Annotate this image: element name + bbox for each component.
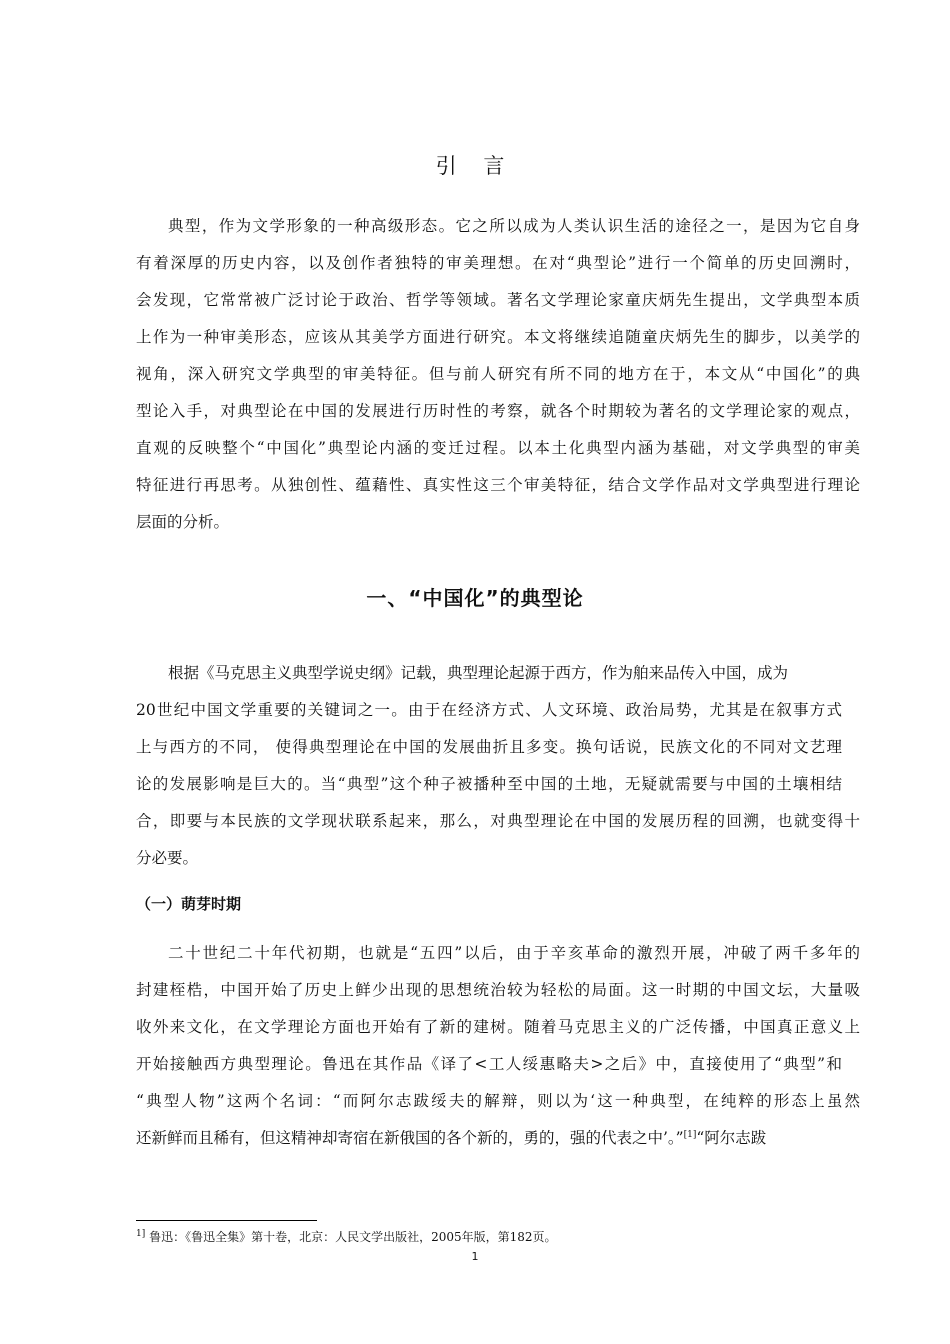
page-number: 1 xyxy=(471,1250,479,1263)
text-line: “典型人物”这两个名词：“而阿尔志跋绥夫的解辩，则以为‘这一种典型，在纯粹的形态上虽然 xyxy=(136,1092,860,1110)
text-line: 封建桎梏，中国开始了历史上鲜少出现的思想统治较为轻松的局面。这一时期的中国文坛，大量吸 xyxy=(136,981,860,999)
text-line: 收外来文化，在文学理论方面也开始有了新的建树。随着马克思主义的广泛传播，中国真正意义上 xyxy=(136,1018,860,1036)
text-line: 合，即要与本民族的文学现状联系起来，那么，对典型理论在中国的发展历程的回溯，也就变得十 xyxy=(136,812,860,830)
text-segment: “阿尔志跋 xyxy=(696,1129,767,1147)
text-line: 开始接触西方典型理论。鲁迅在其作品《译了<工人绥惠略夫>之后》中，直接使用了“典型”和 xyxy=(136,1055,842,1073)
text-line: 分必要。 xyxy=(136,849,199,867)
section-paragraph xyxy=(136,655,860,877)
text-line: 直观的反映整个“中国化”典型论内涵的变迁过程。以本土化典型内涵为基础，对文学典型的审美 xyxy=(136,439,860,457)
text-line: 典型，作为文学形象的一种高级形态。它之所以成为人类认识生活的途径之一，是因为它自身 xyxy=(168,217,860,235)
page-title: 引 言 xyxy=(435,154,515,178)
text-line: 根据《马克思主义典型学说史纲》记载，典型理论起源于西方，作为舶来品传入中国，成为 xyxy=(168,664,789,682)
text-line: 视角，深入研究文学典型的审美特征。但与前人研究有所不同的地方在于，本文从“中国化”的典 xyxy=(136,365,860,383)
text-line: 二十世纪二十年代初期，也就是“五四”以后，由于辛亥革命的激烈开展，冲破了两千多年的 xyxy=(168,944,860,962)
text-line: 上与西方的不同， 使得典型理论在中国的发展曲折且多变。换句话说，民族文化的不同对文艺理 xyxy=(136,738,842,756)
text-line: 有着深厚的历史内容，以及创作者独特的审美理想。在对“典型论”进行一个简单的历史回溯时， xyxy=(136,254,860,272)
section-heading: 一、“中国化”的典型论 xyxy=(366,586,584,610)
text-line: 层面的分析。 xyxy=(136,513,230,531)
footnote-text: 鲁迅：《鲁迅全集》第十卷，北京：人民文学出版社，2005年版，第182页。 xyxy=(145,1230,557,1244)
text-line: 会发现，它常常被广泛讨论于政治、哲学等领域。著名文学理论家童庆炳先生提出，文学典型本质 xyxy=(136,291,860,309)
text-line-with-citation xyxy=(136,1120,860,1157)
intro-paragraph xyxy=(136,208,860,541)
text-line: 型论入手，对典型论在中国的发展进行历时性的考察，就各个时期较为著名的文学理论家的观点， xyxy=(136,402,860,420)
text-line: 论的发展影响是巨大的。当“典型”这个种子被播种至中国的土地，无疑就需要与中国的土壤相结 xyxy=(136,775,842,793)
footnote-divider xyxy=(136,1220,317,1221)
text-segment: 还新鲜而且稀有，但这精神却寄宿在新俄国的各个新的，勇的，强的代表之中’。” xyxy=(136,1129,684,1147)
citation-mark[interactable]: [1] xyxy=(683,1129,697,1140)
text-line: 特征进行再思考。从独创性、蕴藉性、真实性这三个审美特征，结合文学作品对文学典型进行理论 xyxy=(136,476,860,494)
subsection-paragraph xyxy=(136,935,860,1157)
subsection-heading: （一）萌芽时期 xyxy=(136,895,242,913)
text-line: 20世纪中国文学重要的关键词之一。由于在经济方式、人文环境、政治局势，尤其是在叙事方式 xyxy=(136,701,842,719)
footnote xyxy=(136,1228,557,1245)
text-line: 上作为一种审美形态，应该从其美学方面进行研究。本文将继续追随童庆炳先生的脚步，以美学的 xyxy=(136,328,860,346)
footnote-mark: 1] xyxy=(136,1229,146,1239)
